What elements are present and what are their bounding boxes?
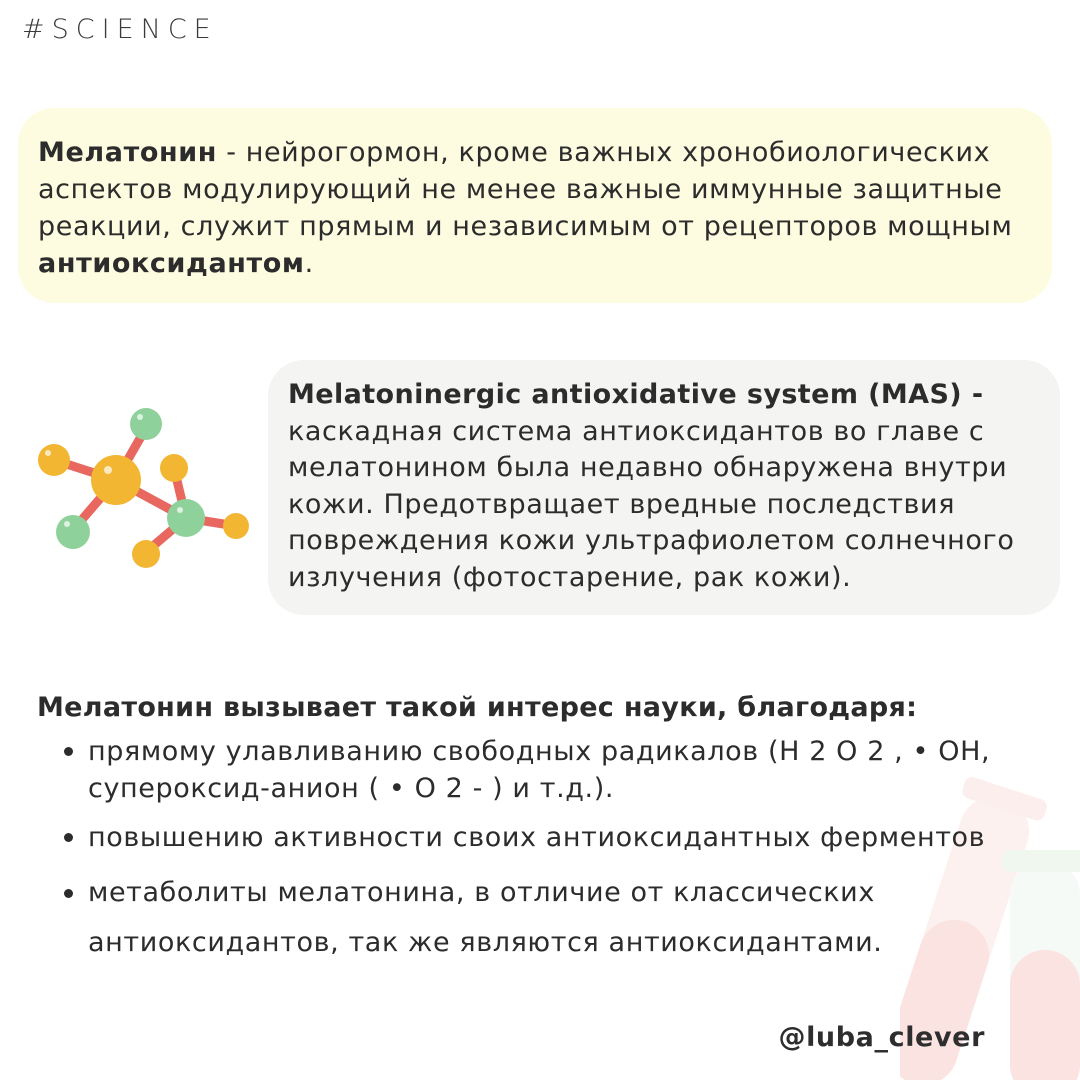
definition-period: . <box>304 248 314 279</box>
mas-description: каскадная система антиоксидантов во главе с мелатонином была недавно обнаружена внутри кожи. Предотвращает вредные последствия повреждения кожи ультрафиолетом солнечного излучения (фотостарение, рак кожи). <box>288 415 1015 593</box>
melatonin-term: Мелатонин <box>38 137 218 168</box>
bullet-icon <box>64 833 73 842</box>
antioxidant-emphasis: антиоксидантом <box>38 248 305 279</box>
melatonin-description: - нейрогормон, кроме важных хронобиологических аспектов модулирующий не менее важные иммунные защитные реакции, служит прямым и независимым от рецепторов мощным <box>38 137 1013 242</box>
interest-list <box>36 733 1046 980</box>
mas-info-card <box>268 360 1060 615</box>
list-item: повышению активности своих антиоксидантных ферментов <box>36 819 1046 856</box>
bullet-icon <box>64 889 73 898</box>
molecule-icon <box>28 400 258 575</box>
mas-heading: Melatoninergic antioxidative system (MAS) - <box>288 379 984 410</box>
list-item: прямому улавливанию свободных радикалов (Н 2 О 2 , • ОН, супероксид-анион ( • О 2 - ) и т.д.). <box>36 733 1046 807</box>
author-handle: @luba_clever <box>778 1022 985 1053</box>
interest-title: Мелатонин вызывает такой интерес науки, благодаря: <box>37 692 918 723</box>
bullet-icon <box>64 747 73 756</box>
list-item: метаболиты мелатонина, в отличие от классических антиоксидантов, так же являются антиоксидантами. <box>36 868 1046 968</box>
melatonin-definition-card <box>18 108 1052 303</box>
hashtag-label: #SCIENCE <box>22 14 218 45</box>
